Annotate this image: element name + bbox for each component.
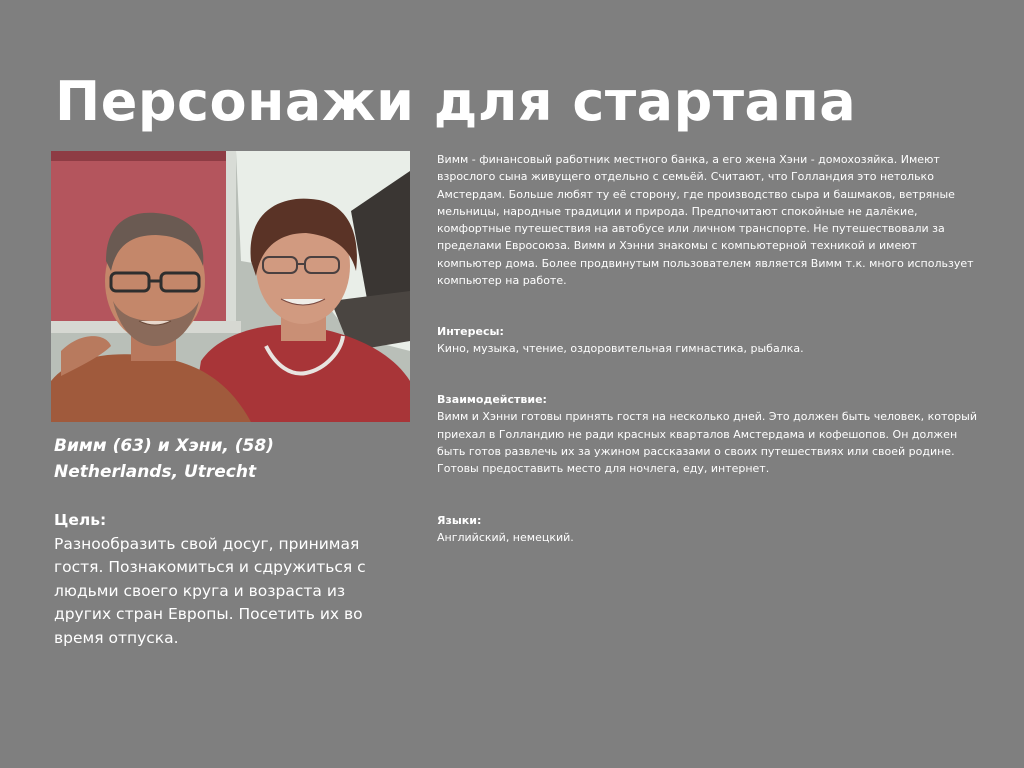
interests-text: Кино, музыка, чтение, оздоровительная гимнастика, рыбалка. [437,342,804,356]
interests-section [437,323,982,358]
persona-location: Netherlands, Utrecht [54,462,257,482]
languages-section [437,512,982,547]
persona-names [54,433,394,485]
slide-title: Персонажи для стартапа [55,70,857,133]
languages-header: Языки: [437,514,482,527]
interaction-header: Взаимодействие: [437,393,547,406]
persona-description: Вимм - финансовый работник местного банка, а его жена Хэни - домохозяйка. Имеют взрослого сына живущего отдельно с семьёй. Считают, что Голландия это нетолько Амстердам. Больше любят ту её сторону, где производство сыра и башмаков, ветряные мельницы, народные традиции и природа. Предпочитают спокойные не далёкие, комфортные путешествия на автобусе или личном транспорте. Не путешествовали за пределами Евросоюза. Вимм и Хэнни знакомы с компьютерной техникой и имеют компьютер дома. Более продвинутым пользователем является Вимм т.к. много использует компьютер на работе. [437,153,974,288]
interaction-section [437,391,982,477]
couple-photo [51,151,410,422]
languages-text: Английский, немецкий. [437,531,574,545]
interaction-text: Вимм и Хэнни готовы принять гостя на несколько дней. Это должен быть человек, который приехал в Голландию не ради красных кварталов Амстердама и кофешопов. Он должен быть готов развлечь их за ужином рассказами о своих путешествиях или своей родине. Готовы предоставить место для ночлега, еду, интернет. [437,410,977,476]
persona-names-line: Вимм (63) и Хэни, (58) [54,436,274,456]
interests-header: Интересы: [437,325,504,338]
goal-text: Разнообразить свой досуг, принимая гостя. Познакомиться и сдружиться с людьми своего круга и возраста из других стран Европы. Посетить их во время отпуска. [54,534,366,647]
goal-header: Цель: [54,511,107,529]
goal-section [54,509,384,650]
couple-photo-image [51,151,410,422]
